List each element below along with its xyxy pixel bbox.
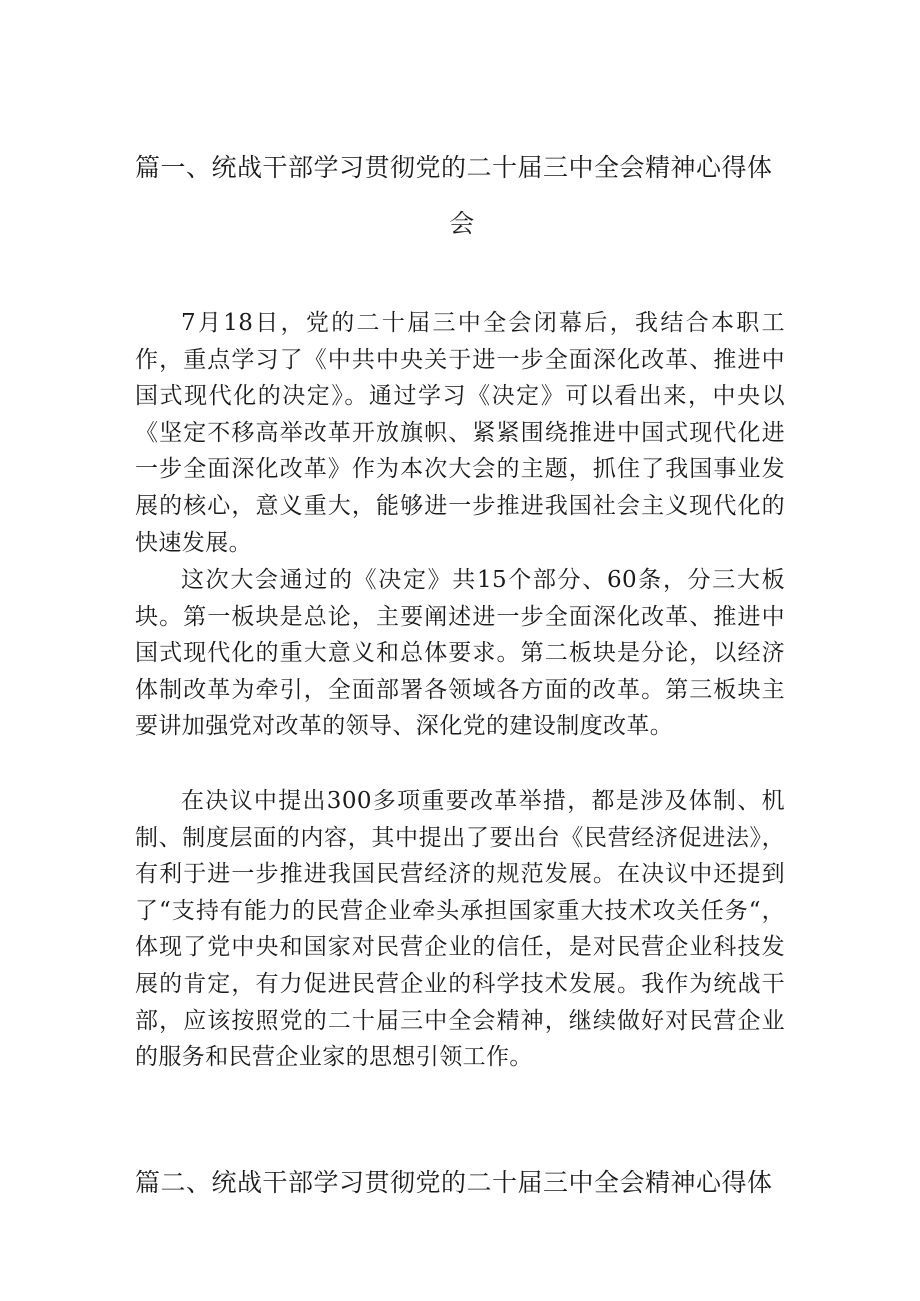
section-1-title: [135, 152, 785, 240]
section-1-paragraph-3: 在决议中提出300多项重要改革举措，都是涉及体制、机制、制度层面的内容，其中提出了要出台《民营经济促进法》，有利于进一步推进我国民营经济的规范发展。在决议中还提到了“支持有能力的民营企业牵头承担国家重大技术攻关任务“，体现了党中央和国家对民营企业的信任，是对民营企业科技发展的肯定，有力促进民营企业的科学技术发展。我作为统战干部，应该按照党的二十届三中全会精神，继续做好对民营企业的服务和民营企业家的思想引领工作。: [135, 788, 785, 1071]
section-1-paragraph-2: 这次大会通过的《决定》共15个部分、60条，分三大板块。第一板块是总论，主要阐述进一步全面深化改革、推进中国式现代化的重大意义和总体要求。第二板块是分论，以经济体制改革为牵引，全面部署各领域各方面的改革。第三板块主要讲加强党对改革的领导、深化党的建设制度改革。: [135, 567, 785, 740]
section-2-title-line1: 篇二、统战干部学习贯彻党的二十届三中全会精神心得体: [135, 1168, 773, 1197]
section-1-paragraph-1: 7月18日，党的二十届三中全会闭幕后，我结合本职工作，重点学习了《中共中央关于进一步全面深化改革、推进中国式现代化的决定》。通过学习《决定》可以看出来，中央以《坚定不移高举改革开放旗帜、紧紧围绕推进中国式现代化进一步全面深化改革》作为本次大会的主题，抓住了我国事业发展的核心，意义重大，能够进一步推进我国社会主义现代化的快速发展。: [135, 310, 785, 556]
section-2-title: [135, 1167, 785, 1199]
section-1-title-line1: 篇一、统战干部学习贯彻党的二十届三中全会精神心得体: [135, 153, 773, 182]
section-1-title-line2: 会: [449, 209, 475, 238]
